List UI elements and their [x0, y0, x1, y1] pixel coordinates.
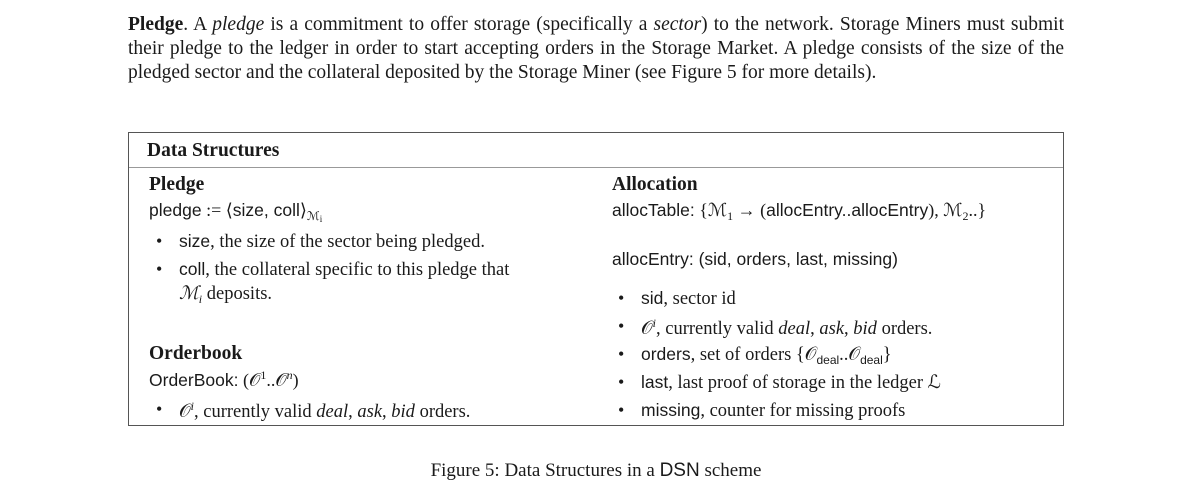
alloc-bullet-last	[618, 372, 941, 394]
alloc-entry-fields: (sid, orders, last, missing)	[693, 249, 898, 269]
alloc-bullet-orders-valid	[618, 316, 933, 340]
alloc-table-open: {ℳ	[694, 200, 728, 220]
size-desc: , the size of the sector being pledged.	[210, 232, 485, 252]
bullet-dot: •	[156, 399, 163, 419]
comma: ,	[810, 319, 820, 339]
para-text-3: ) to the network. Storage Miners must submit their pledge to the ledger in order to start accepting orders in the Storage Market. A pledge consists of the size of the pledged sector and the collateral deposited by the Storage Miner (see Figure 5 for more details).	[128, 14, 1064, 83]
orderbook-sup-1: 1	[260, 368, 267, 382]
alloc-table-mid: ), ℳ	[928, 200, 963, 220]
intro-paragraph	[128, 13, 1064, 85]
alloc-table-sub-1: 1	[727, 209, 734, 223]
pledge-definition	[149, 200, 322, 224]
data-structures-box	[128, 132, 1064, 426]
bullet-dot: •	[618, 400, 625, 420]
comma: ,	[382, 402, 392, 422]
pledge-heading: Pledge	[149, 174, 205, 195]
deal-word: deal	[778, 319, 811, 339]
comma: ,	[348, 402, 358, 422]
bullet-dot: •	[156, 231, 163, 251]
orderbook-heading: Orderbook	[149, 343, 243, 364]
deal-word: deal	[316, 402, 349, 422]
ask-word: ask	[357, 402, 383, 422]
bid-word: bid	[391, 402, 415, 422]
pledge-term: Pledge	[128, 14, 184, 35]
alloc-desc-2: orders.	[876, 319, 933, 339]
orderbook-sup-n: n	[286, 368, 293, 382]
orderbook-desc-1: , currently valid	[194, 402, 317, 422]
bullet-dot: •	[618, 344, 625, 364]
pledge-bullet-coll-cont	[179, 283, 272, 307]
alloc-table-arrow: → (	[733, 200, 767, 220]
caption-prefix: Figure 5: Data Structures in a	[430, 460, 660, 481]
figure-caption	[0, 460, 1192, 482]
deal-sub-2: deal	[860, 353, 883, 367]
pledge-def-sub-i: i	[319, 214, 323, 224]
coll-desc-cont: deposits.	[202, 284, 273, 304]
alloc-table-sub-2: 2	[962, 209, 969, 223]
alloc-table-close: ..}	[968, 200, 987, 220]
para-text-2: is a commitment to offer storage (specifically a	[264, 14, 654, 35]
alloc-table-entries: allocEntry..allocEntry	[766, 200, 929, 220]
para-text-1: . A	[183, 14, 213, 35]
bullet-dot: •	[618, 372, 625, 392]
missing-desc: , counter for missing proofs	[700, 401, 906, 421]
orderbook-def-name: OrderBook:	[149, 370, 239, 390]
caption-suffix: scheme	[699, 460, 762, 481]
sector-word: sector	[653, 14, 702, 35]
alloc-table-definition	[612, 200, 986, 224]
orders-desc: , set of orders {𝒪	[690, 345, 817, 365]
order-sup: i	[652, 316, 656, 330]
alloc-table-name: allocTable:	[612, 200, 695, 220]
pledge-def-name: pledge	[149, 200, 202, 220]
alloc-entry-name: allocEntry:	[612, 249, 694, 269]
orders-kw: orders	[641, 344, 691, 364]
bid-word: bid	[853, 319, 877, 339]
missing-kw: missing	[641, 400, 701, 420]
order-sup: i	[190, 399, 194, 413]
orderbook-def-mid: ..𝒪	[266, 370, 287, 390]
alloc-bullet-missing	[618, 400, 906, 422]
last-desc: , last proof of storage in the ledger ℒ	[668, 373, 941, 393]
caption-dsn: DSN	[659, 460, 700, 481]
sid-kw: sid	[641, 288, 664, 308]
box-divider	[129, 167, 1063, 168]
coll-kw: coll	[179, 259, 206, 279]
orders-mid: ..𝒪	[839, 345, 861, 365]
size-kw: size	[179, 231, 211, 251]
pledge-word: pledge	[212, 14, 265, 35]
bullet-dot: •	[618, 288, 625, 308]
bullet-dot: •	[618, 316, 625, 336]
orderbook-def-open: (𝒪	[238, 370, 261, 390]
pledge-def-sub: ℳ	[306, 209, 320, 223]
orderbook-def-close: )	[292, 370, 299, 390]
allocation-heading: Allocation	[612, 174, 698, 195]
coll-desc: , the collateral specific to this pledge that	[205, 260, 510, 280]
orderbook-bullet	[156, 399, 471, 423]
order-symbol: 𝒪	[179, 402, 191, 422]
pledge-def-fields: size, coll	[232, 200, 300, 220]
orderbook-definition	[149, 368, 299, 391]
alloc-bullet-sid	[618, 288, 736, 310]
last-kw: last	[641, 372, 669, 392]
pledge-def-assign: := ⟨	[201, 200, 233, 220]
order-symbol: 𝒪	[641, 319, 653, 339]
miner-symbol: ℳ	[179, 284, 199, 304]
box-title: Data Structures	[147, 140, 280, 161]
ask-word: ask	[819, 319, 845, 339]
alloc-entry-definition	[612, 249, 898, 270]
orderbook-desc-2: orders.	[414, 402, 471, 422]
alloc-desc-1: , currently valid	[656, 319, 779, 339]
bullet-dot: •	[156, 259, 163, 279]
orders-close: }	[882, 345, 892, 365]
alloc-bullet-orders	[618, 344, 892, 367]
pledge-def-close: ⟩	[299, 200, 307, 220]
pledge-bullet-size	[156, 231, 485, 253]
pledge-bullet-coll	[156, 259, 510, 281]
sid-desc: , sector id	[663, 289, 736, 309]
miner-sub: i	[198, 292, 203, 306]
deal-sub-1: deal	[816, 353, 840, 367]
comma: ,	[844, 319, 854, 339]
